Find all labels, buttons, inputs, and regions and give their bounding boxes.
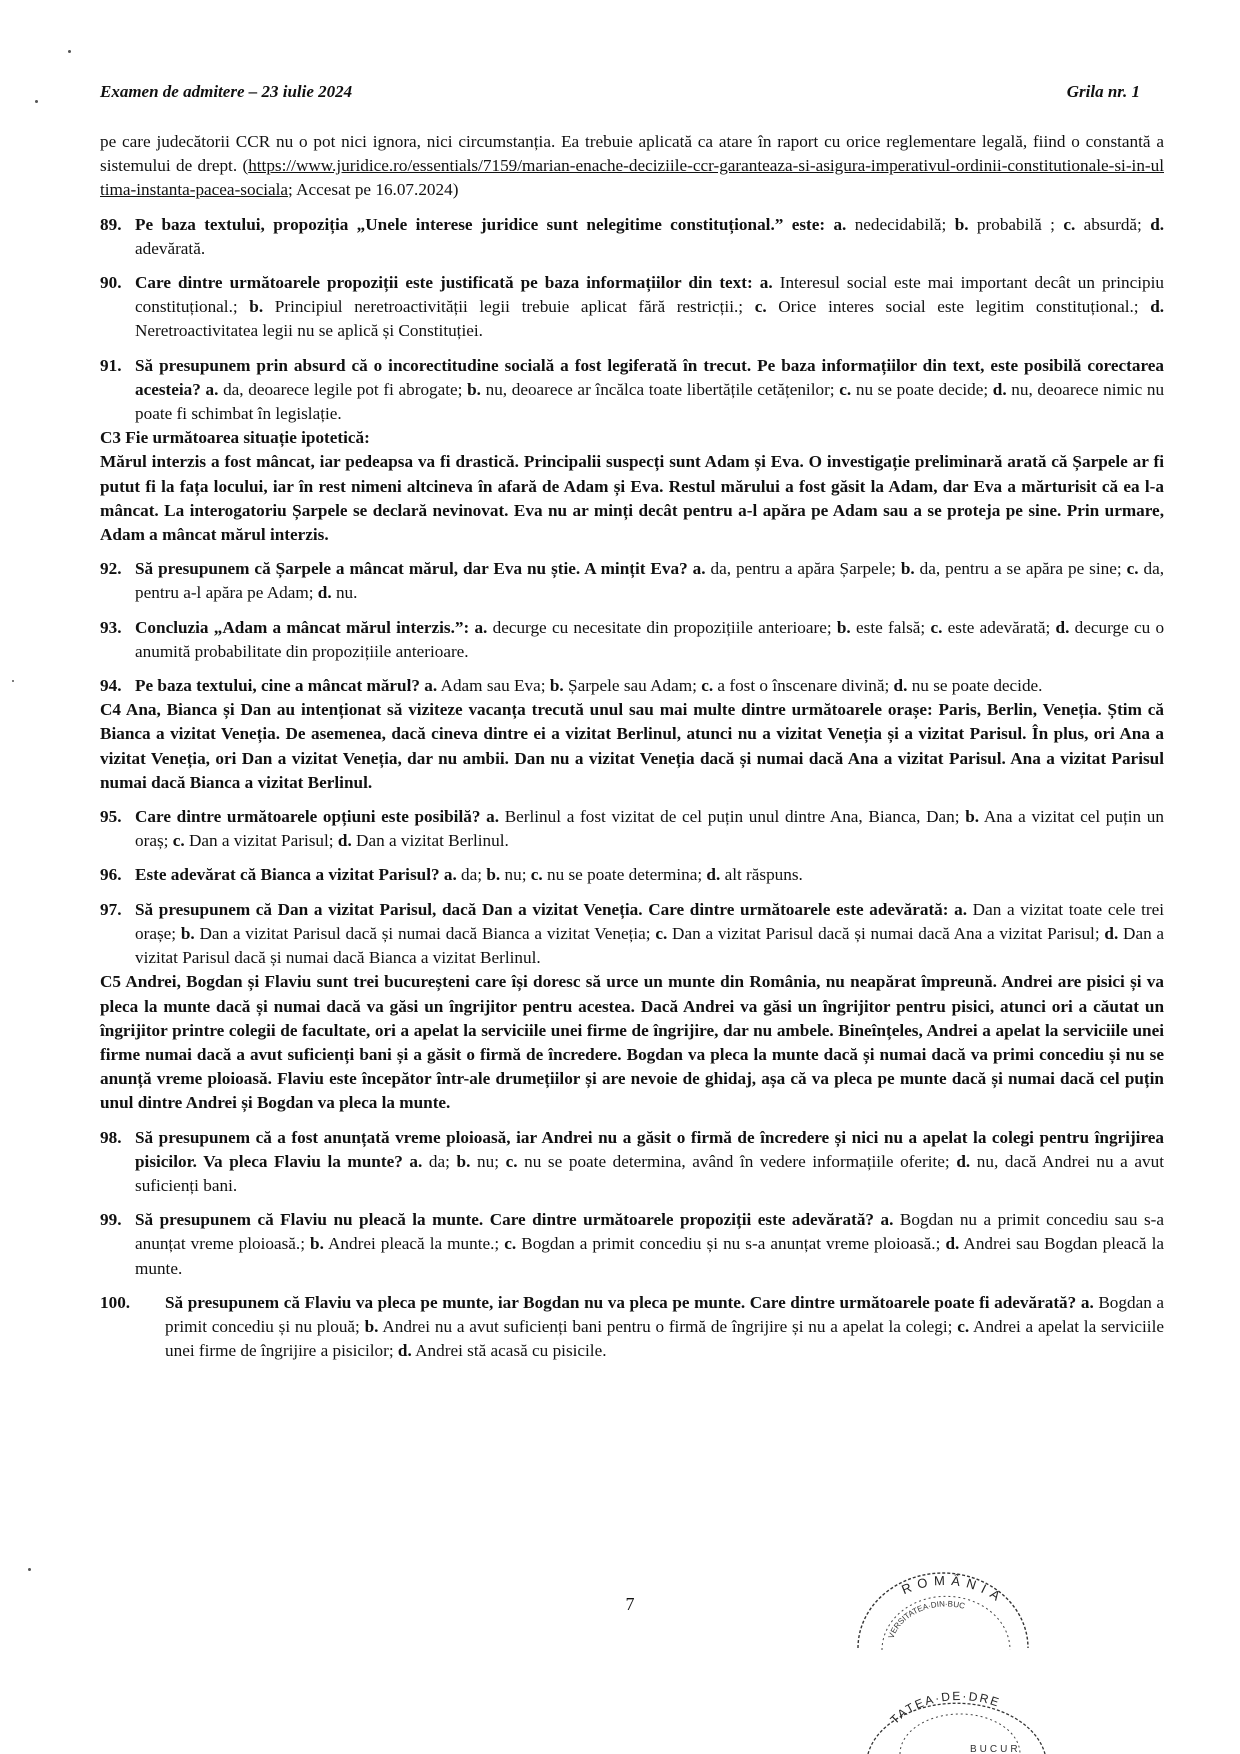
intro-text: pe care judecătorii CCR nu o pot nici ignora, nici circumstanția. Ea trebuie aplicată ca atare în raport cu orice reglementare legală, fiind o constantă a sistemului de drept. ( [100,132,1164,176]
option-text: nu, deoarece nimic nu poate fi schimbat în legislație. [135,379,1165,424]
option-letter: a. [1080,1292,1094,1312]
question-number: 94. [100,676,122,696]
option-letter: b. [310,1234,324,1254]
option-text: da, pentru a apăra Șarpele; [710,559,896,579]
option-letter: d. [893,676,908,696]
option-text: Principiul neretroactivității legii trebuie aplicat fără restricții.; [274,297,744,317]
question-item [100,354,1164,427]
option-text: Andrei sau Bogdan pleacă la munte. [135,1234,1164,1278]
option-letter: c. [839,379,852,399]
source-link[interactable]: https://www.juridice.ro/essentials/7159/marian-enache-deciziile-ccr-garanteaza-si-asigura-imperativul-ordinii-constitutionale-si-in-ultima-instanta-pacea-sociala [100,156,1164,200]
option-letter: c. [930,617,943,637]
question-stem: Pe baza textului, propoziția „Unele interese juridice sunt nelegitime constituțional.” este: [135,214,826,234]
question-item [100,1291,1164,1364]
option-letter: d. [1104,923,1119,943]
question-stem: Să presupunem că a fost anunțată vreme ploioasă, iar Andrei nu a găsit o firmă de încredere și nici nu a apelat la colegi pentru îngrijirea pisicilor. Va pleca Flaviu la munte? [135,1127,1164,1171]
option-text: Dan a vizitat Parisul dacă și numai dacă Bianca a vizitat Berlinul. [135,923,1165,968]
option-letter: b. [486,865,501,885]
option-text: nu, deoarece ar încălca toate libertățile cetățenilor; [485,379,835,399]
option-text: Berlinul a fost vizitat de cel puțin unul dintre Ana, Bianca, Dan; [504,807,960,827]
option-letter: c. [172,831,185,851]
option-letter: a. [880,1210,894,1230]
option-text: nu se poate determina; [547,865,703,885]
option-letter: b. [836,617,851,637]
option-letter: b. [456,1151,471,1171]
question-number: 99. [100,1210,122,1230]
option-letter: d. [992,379,1007,399]
option-letter: a. [833,214,847,234]
question-body [135,1126,1164,1199]
option-text: Bogdan nu a primit concediu sau s-a anunțat vreme ploioasă.; [135,1210,1165,1254]
option-letter: b. [965,807,980,827]
option-text: este adevărată; [947,617,1051,637]
option-text: Neretroactivitatea legii nu se aplică și Constituției. [135,321,483,341]
stamp-top-inner-text: VERSITATEA·DIN·BUC [886,1599,966,1640]
option-text: da, pentru a-l apăra pe Adam; [135,559,1164,603]
option-letter: d. [317,583,332,603]
option-letter: d. [956,1151,971,1171]
question-body [135,213,1164,261]
question-item [100,616,1164,664]
option-text: da; [461,865,483,885]
option-text: nedecidabilă; [854,214,947,234]
option-text: Dan a vizitat toate cele trei orașe; [135,899,1165,943]
question-body [135,354,1164,427]
option-text: Andrei nu a avut suficienți bani pentru o firmă de îngrijire și nu a apelat la colegi; [382,1316,953,1336]
page-number: 7 [625,1594,635,1614]
question-stem: Concluzia „Adam a mâncat mărul interzis.”: [135,617,470,637]
scan-speck [28,1568,31,1571]
option-text: Șarpele sau Adam; [568,676,697,696]
option-text: Interesul social este mai important decât un principiu constituțional.; [135,273,1165,317]
option-letter: a. [205,379,219,399]
option-letter: b. [954,214,969,234]
question-item [100,863,1164,887]
option-letter: a. [409,1151,423,1171]
option-text: Bogdan a primit concediu și nu plouă; [165,1292,1165,1336]
question-item [100,557,1164,605]
option-text: adevărată. [135,238,206,258]
scan-speck [12,680,14,682]
option-text: nu se poate decide. [911,676,1043,696]
option-letter: a. [424,676,438,696]
question-stem: Este adevărat că Bianca a vizitat Parisul? [135,865,440,885]
question-item [100,805,1164,853]
option-text: nu; [504,865,527,885]
question-body [135,674,1164,698]
option-letter: a. [443,865,457,885]
question-number: 92. [100,559,122,579]
option-letter: a. [954,899,968,919]
scan-speck [68,50,71,53]
stamp-bottom-text: TATEA·DE·DRE [887,1690,1003,1727]
question-body [135,616,1164,664]
option-text: alt răspuns. [724,865,803,885]
option-letter: b. [900,559,915,579]
question-stem: Să presupunem prin absurd că o incorectitudine socială a fost legiferată în trecut. Pe baza informațiilor din text, este posibilă corectarea acesteia? [135,355,1164,399]
question-number: 96. [100,865,122,885]
page-header [100,82,1140,102]
question-body [165,1291,1164,1364]
question-body [135,1208,1164,1281]
section-c4-text: C4 Ana, Bianca și Dan au intenționat să viziteze vacanța trecută unul sau mai multe dintre următoarele orașe: Paris, Berlin, Veneția. Știm că Bianca a vizitat Veneția. De asemenea, dacă cineva dintre ei a vizitat Berlinul, atunci nu a vizitat Veneția și a vizitat Parisul. În plus, ori Ana a vizitat Veneția, ori Dan a vizitat Veneția, dar nu ambii. Dan nu a vizitat Veneția dacă și numai dacă Ana a vizitat Parisul. Ana a vizitat Parisul numai dacă Bianca a vizitat Berlinul. [100,700,1164,792]
option-letter: d. [397,1341,412,1361]
option-text: nu; [477,1151,499,1171]
option-letter: c. [505,1151,518,1171]
option-text: decurge cu necesitate din propozițiile anterioare; [492,617,832,637]
option-text: Dan a vizitat Parisul dacă și numai dacă Bianca a vizitat Veneția; [199,923,651,943]
option-text: Ana a vizitat cel puțin un oraș; [135,807,1164,851]
option-text: Dan a vizitat Parisul dacă și numai dacă Ana a vizitat Parisul; [672,923,1100,943]
questions-group-c4 [100,805,1164,970]
question-number: 97. [100,899,122,919]
question-number: 100. [100,1292,131,1312]
question-stem: Să presupunem că Dan a vizitat Parisul, dacă Dan a vizitat Veneția. Care dintre următoarele este adevărată: [135,899,949,919]
svg-text:TATEA·DE·DRE [887,1690,1002,1727]
option-text: Andrei a apelat la serviciile unei firme de îngrijire a pisicilor; [165,1316,1164,1361]
question-number: 89. [100,214,122,234]
option-text: Dan a vizitat Berlinul. [356,831,509,851]
question-body [135,805,1164,853]
option-text: nu se poate decide; [855,379,989,399]
option-text: Andrei pleacă la munte.; [328,1234,500,1254]
option-text: nu se poate determina, având în vedere informațiile oferite; [524,1151,950,1171]
option-letter: d. [1150,297,1165,317]
option-letter: b. [467,379,481,399]
question-number: 95. [100,807,122,827]
option-text: este falsă; [856,617,926,637]
option-text: decurge cu o anumită probabilitate din propozițiile anterioare. [135,617,1165,661]
section-c5-text: C5 Andrei, Bogdan și Flaviu sunt trei bucureșteni care își doresc să urce un munte din România, nu neapărat împreună. Andrei are pisici și va pleca la munte dacă și numai dacă va găsi un îngrijitor pentru acestea. Dacă Andrei va găsi un îngrijitor pentru pisici, atunci ori a căutat un îngrijitor printre colegii de facultate, ori a apelat la serviciile unei firme de îngrijire, dar nu ambele. Bineînțeles, Andrei a apelat la serviciile unei firme numai dacă a avut suficienți bani și a găsit o firmă de încredere. Bogdan va pleca la munte dacă și numai dacă va primi concediu și nu se anunță vreme ploioasă. Flaviu este începător într-ale drumețiilor și are nevoie de ghidaj, așa că va pleca pe munte dacă și numai dacă cel puțin unul dintre Andrei și Bogdan va pleca la munte. [100,972,1164,1113]
scan-speck [35,100,38,103]
question-body [135,863,1164,887]
option-letter: d. [706,865,721,885]
question-stem: Care dintre următoarele opțiuni este posibilă? [135,807,481,827]
question-item [100,271,1164,344]
option-text: Dan a vizitat Parisul; [188,831,334,851]
question-number: 91. [100,355,122,375]
option-text: probabilă ; [976,214,1055,234]
question-body [135,557,1164,605]
questions-group-c2 [100,213,1164,427]
option-letter: b. [249,297,264,317]
option-letter: c. [530,865,543,885]
option-letter: a. [692,559,706,579]
question-item [100,674,1164,698]
option-text: Bogdan a primit concediu și nu s-a anunțat vreme ploioasă.; [521,1234,941,1254]
option-text: Adam sau Eva; [440,676,546,696]
question-stem: Pe baza textului, cine a mâncat mărul? [135,676,420,696]
question-item [100,1126,1164,1199]
section-c3-text: Mărul interzis a fost mâncat, iar pedeapsa va fi drastică. Principalii suspecți sunt Adam și Eva. O investigație preliminară arată că Șarpele ar fi putut fi la fața locului, iar în rest nimeni altcineva în afară de Adam și Eva. Restul mărului a fost găsit la Adam, dar Eva a mărturisit că ea l-a mâncat. La interogatoriu Șarpele se declară nevinovat. Eva nu ar minți decât pentru a-l apăra pe Adam sau a se proteja pe sine. Prin urmare, Adam a mâncat mărul interzis. [100,452,1164,545]
grid-number: Grila nr. 1 [1066,82,1140,101]
section-c3-title: C3 Fie următoarea situație ipotetică: [100,428,370,448]
option-letter: c. [701,676,714,696]
svg-text:ROMÂNIA [899,1573,1007,1607]
page-content [100,130,1164,1363]
option-letter: d. [337,831,352,851]
questions-group-c5 [100,1126,1164,1364]
question-item [100,1208,1164,1281]
question-body [135,271,1164,344]
option-letter: c. [957,1316,970,1336]
option-letter: a. [759,273,773,293]
question-stem: Să presupunem că Șarpele a mâncat mărul, dar Eva nu știe. A mințit Eva? [135,559,688,579]
option-text: Andrei stă acasă cu pisicile. [415,1341,607,1361]
option-letter: c. [655,923,668,943]
option-letter: c. [1063,214,1076,234]
stamp-top-text: ROMÂNIA [899,1572,1008,1607]
question-number: 90. [100,273,122,293]
option-letter: c. [504,1234,517,1254]
question-stem: Care dintre următoarele propoziții este justificată pe baza informațiilor din text: [135,273,753,293]
stamp-bottom-inner-text: BUCUR [970,1744,1021,1754]
option-letter: a. [486,807,499,827]
option-letter: b. [364,1316,379,1336]
option-text: nu, dacă Andrei nu a avut suficienți bani. [135,1151,1164,1195]
university-stamp-top [850,1560,1030,1650]
option-text: a fost o înscenare divină; [717,676,890,696]
question-item [100,898,1164,971]
option-letter: d. [945,1234,960,1254]
option-letter: a. [474,617,488,637]
svg-text:VERSITATEA·DIN·BUC [887,1599,966,1639]
option-letter: d. [1055,617,1070,637]
question-number: 93. [100,617,122,637]
university-stamp-bottom [860,1690,1050,1754]
question-number: 98. [100,1127,122,1147]
intro-access-date: ; Accesat pe 16.07.2024) [288,180,459,200]
option-letter: d. [1150,214,1165,234]
option-text: nu. [335,583,358,603]
intro-paragraph [100,130,1164,203]
option-text: da; [428,1151,450,1171]
question-item [100,213,1164,261]
questions-group-c3 [100,557,1164,698]
option-letter: b. [180,923,195,943]
option-text: absurdă; [1083,214,1142,234]
exam-title: Examen de admitere – 23 iulie 2024 [100,82,353,101]
question-stem: Să presupunem că Flaviu nu pleacă la munte. Care dintre următoarele propoziții este adevărată? [135,1210,875,1230]
option-letter: c. [754,297,767,317]
question-stem: Să presupunem că Flaviu va pleca pe munte, iar Bogdan nu va pleca pe munte. Care dintre următoarele poate fi adevărată? [165,1292,1077,1312]
option-letter: c. [1126,559,1139,579]
question-body [135,898,1164,971]
option-text: da, deoarece legile pot fi abrogate; [223,379,463,399]
option-letter: b. [549,676,564,696]
option-text: da, pentru a se apăra pe sine; [919,559,1122,579]
option-text: Orice interes social este legitim constituțional.; [778,297,1139,317]
